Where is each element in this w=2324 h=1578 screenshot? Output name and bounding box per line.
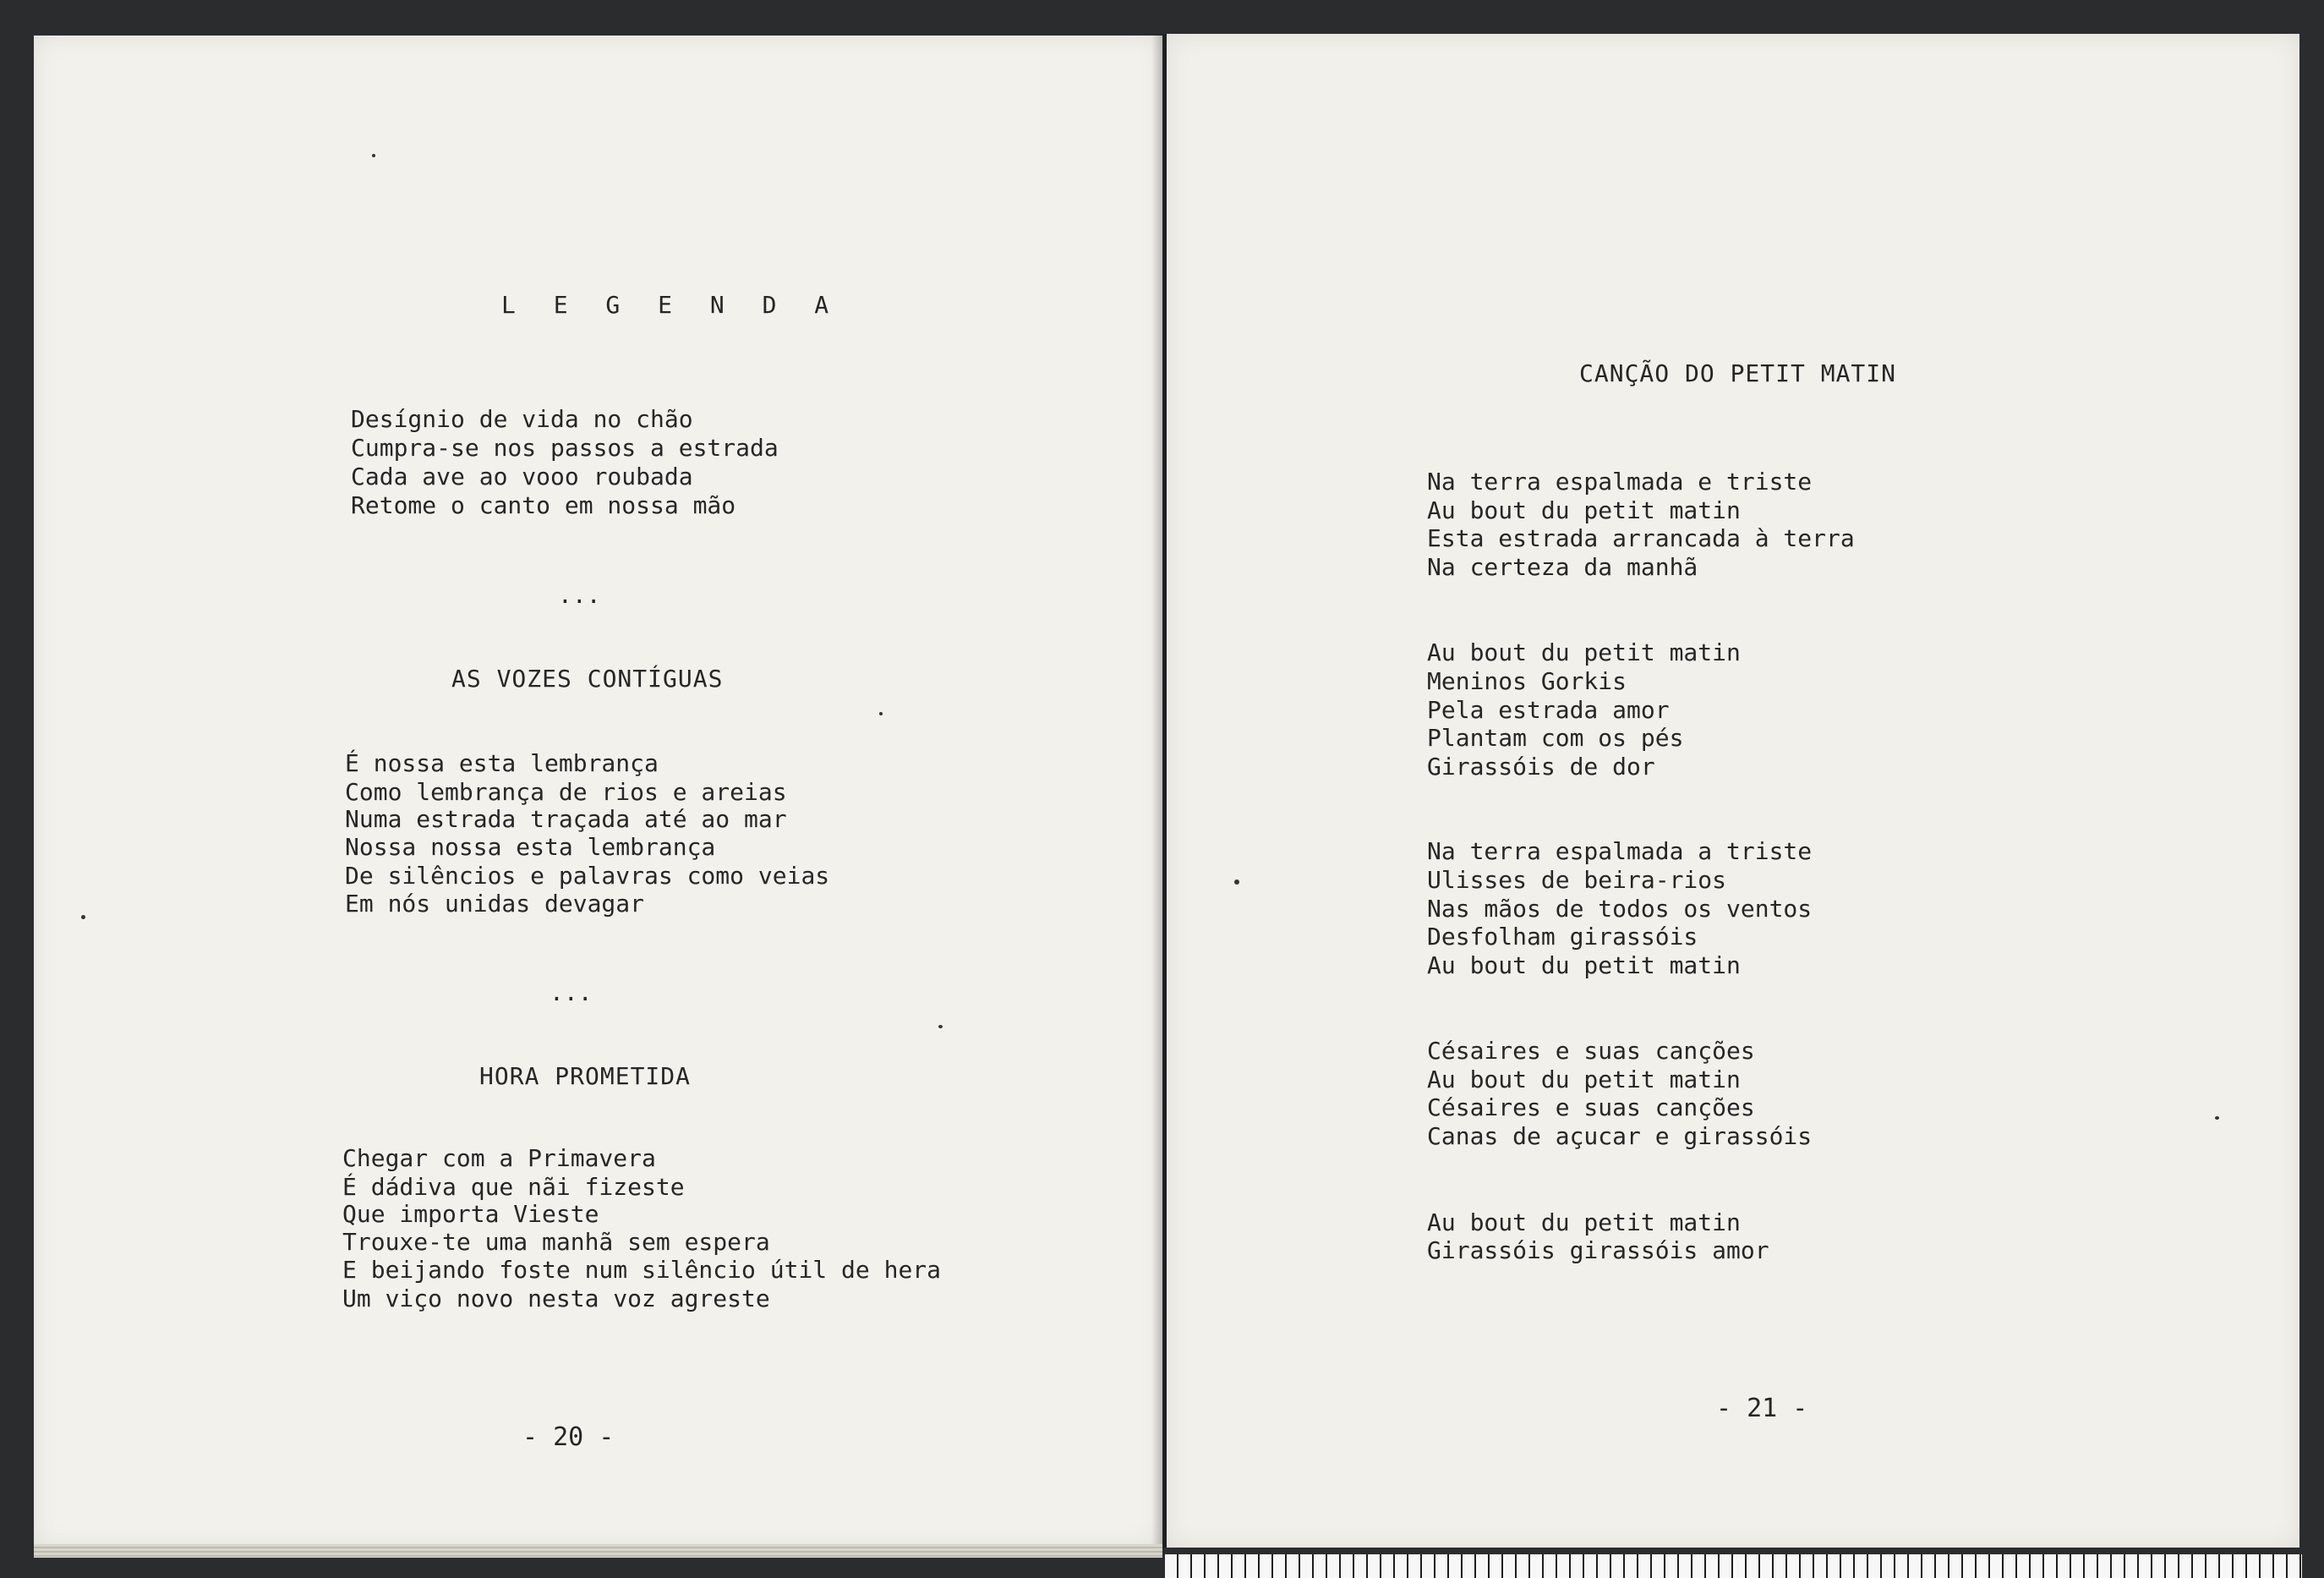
ink-speck — [938, 1025, 943, 1028]
stanza-line: Meninos Gorkis — [1427, 667, 1627, 695]
stanza-line: Nas mãos de todos os ventos — [1427, 895, 1813, 923]
legenda-line: Desígnio de vida no chão — [351, 405, 693, 433]
stanza-line: Césaires e suas canções — [1427, 1093, 1755, 1121]
stanza-line: Girassóis de dor — [1427, 753, 1655, 781]
legenda-line: Cada ave ao vooo roubada — [351, 463, 693, 490]
ink-speck — [1234, 879, 1239, 885]
stanza-line: Au bout du petit matin — [1427, 1066, 1741, 1093]
vozes-line: Numa estrada traçada até ao mar — [345, 805, 787, 833]
hora-line: Um viço novo nesta voz agreste — [342, 1285, 770, 1312]
page-number-right: - 21 - — [1716, 1394, 1808, 1423]
stanza-line: Au bout du petit matin — [1427, 951, 1741, 979]
stanza-line: Na certeza da manhã — [1427, 553, 1698, 581]
vozes-line: Em nós unidas devagar — [345, 890, 645, 918]
stanza-line: Pela estrada amor — [1427, 696, 1670, 724]
stanza-line: Na terra espalmada e triste — [1427, 468, 1813, 496]
left-page — [34, 36, 1162, 1548]
stanza-line: Ulisses de beira-rios — [1427, 866, 1727, 894]
vozes-line: De silêncios e palavras como veias — [345, 862, 830, 890]
stanza-line: Girassóis girassóis amor — [1427, 1236, 1769, 1264]
hora-line: Chegar com a Primavera — [342, 1144, 656, 1172]
section-separator: ... — [550, 978, 593, 1006]
right-page — [1167, 34, 2299, 1548]
stanza-line: Césaires e suas canções — [1427, 1037, 1755, 1065]
poem-title-legenda: L E G E N D A — [501, 291, 841, 319]
stanza-line: Canas de açucar e girassóis — [1427, 1122, 1813, 1150]
ink-speck — [2215, 1116, 2219, 1120]
legenda-line: Cumpra-se nos passos a estrada — [351, 434, 779, 462]
stanza-line: Plantam com os pés — [1427, 724, 1684, 752]
vozes-line: É nossa esta lembrança — [345, 749, 659, 777]
section-separator: ... — [558, 581, 601, 609]
stanza-line: Desfolham girassóis — [1427, 923, 1698, 951]
stanza-line: Au bout du petit matin — [1427, 1208, 1741, 1236]
legenda-line: Retome o canto em nossa mão — [351, 491, 736, 519]
hora-line: É dádiva que nãi fizeste — [342, 1173, 685, 1201]
stanza-line: Au bout du petit matin — [1427, 638, 1741, 666]
poem-title-hora: HORA PROMETIDA — [479, 1062, 692, 1090]
hora-line: E beijando foste num silêncio útil de hera — [342, 1256, 942, 1284]
stanza-line: Na terra espalmada a triste — [1427, 837, 1813, 865]
scale-ruler — [1165, 1554, 2302, 1578]
stanza-line: Au bout du petit matin — [1427, 496, 1741, 524]
vozes-line: Como lembrança de rios e areias — [345, 778, 787, 806]
page-edges — [34, 1544, 1162, 1558]
poem-title-cancao: CANÇÃO DO PETIT MATIN — [1579, 359, 1897, 387]
hora-line: Que importa Vieste — [342, 1200, 599, 1228]
ink-speck — [81, 915, 85, 919]
poem-title-vozes: AS VOZES CONTÍGUAS — [451, 665, 724, 693]
ink-speck — [879, 712, 883, 715]
ink-speck — [372, 154, 375, 157]
stanza-line: Esta estrada arrancada à terra — [1427, 524, 1855, 552]
vozes-line: Nossa nossa esta lembrança — [345, 833, 716, 861]
hora-line: Trouxe-te uma manhã sem espera — [342, 1228, 770, 1256]
page-number-left: - 20 - — [522, 1422, 615, 1452]
